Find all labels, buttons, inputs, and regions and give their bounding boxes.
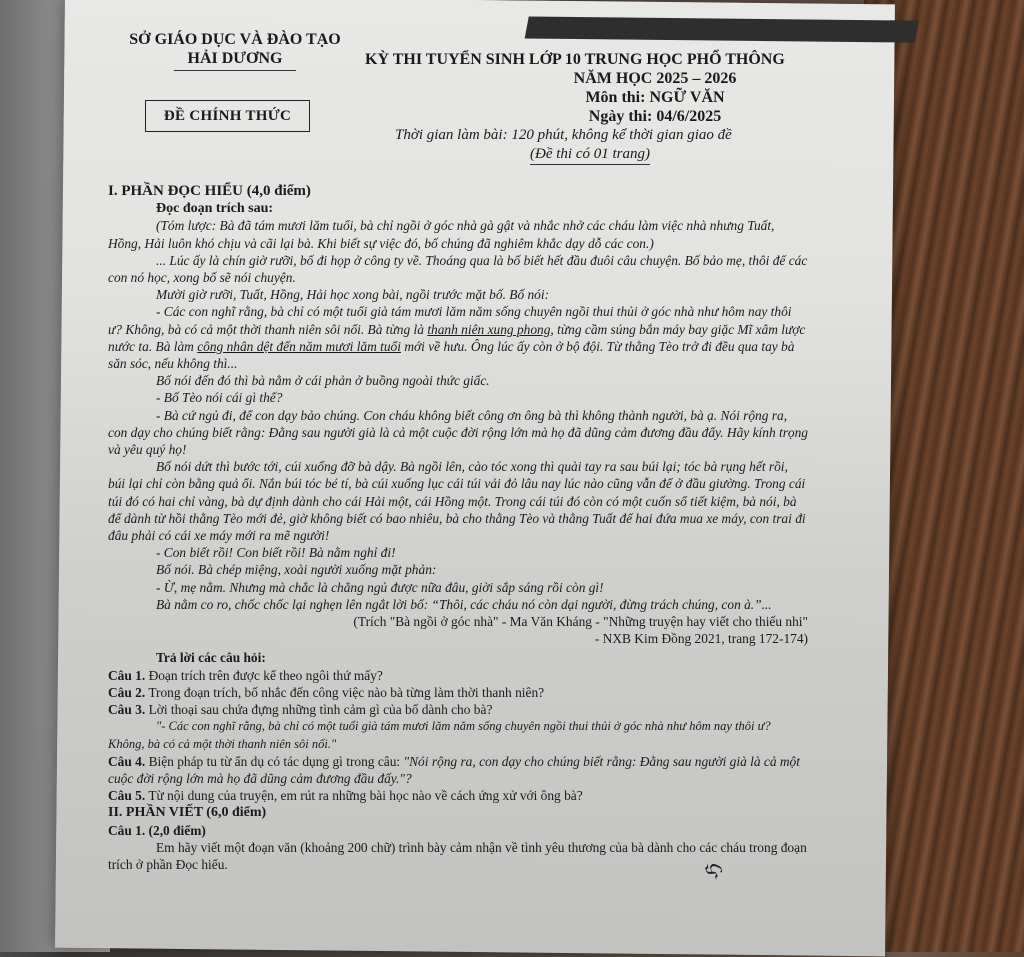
question-4: Câu 4. Biện pháp tu từ ẩn dụ có tác dụng gì trong câu: "Nói rộng ra, con dạy cho chúng biết rằng: Đằng sau người già là cả một cuộc đời rộng lớn mà họ đã dũng cảm đương đầu đấy."?: [108, 753, 800, 786]
paragraph: - Bà cứ ngủ đi, để con dạy bảo chúng. Con cháu không biết công ơn ông bà thì không thành người, bà ạ. Nói rộng ra, con dạy cho chúng biết rằng: Đằng sau người già là cả một cuộc đời rộng lớn mà họ đã dũng cảm đương đầu đấy. Hãy kính trọng và yêu quý họ!: [108, 407, 808, 458]
page-count: (Đề thi có 01 trang): [530, 145, 650, 165]
question-3: Câu 3. Lời thoại sau chứa đựng những tình cảm gì của bố dành cho bà?: [108, 702, 493, 718]
exam-date: Ngày thi: 04/6/2025: [588, 108, 722, 125]
exam-body: [108, 183, 808, 873]
question-2: Câu 2. Trong đoạn trích, bố nhắc đến công việc nào bà từng làm thời thanh niên?: [108, 684, 545, 700]
duration: Thời gian làm bài: 120 phút, không kể thời gian giao đề: [395, 127, 732, 143]
school-year: NĂM HỌC 2025 – 2026: [573, 70, 737, 87]
exam-title: KỲ THI TUYỂN SINH LỚP 10 TRUNG HỌC PHỔ THÔNG: [365, 51, 785, 68]
writing-heading: II. PHẦN VIẾT (6,0 điểm): [108, 805, 267, 821]
source-line-2: - NXB Kim Đồng 2021, trang 172-174): [594, 631, 808, 647]
question-3-quote: "- Các con nghĩ rằng, bà chỉ có một tuổi già tám mươi lăm năm sống chuyên ngồi thui thủi ở góc nhà như hôm nay thôi ư? Không, bà có cả một thời thanh niên sôi nổi.": [108, 719, 771, 751]
exam-info-block: [365, 50, 805, 165]
story-summary: (Tóm lược: Bà đã tám mươi lăm tuổi, bà chỉ ngồi ở góc nhà gà gật và nhắc nhở các cháu làm việc nhà nhưng Tuất, Hồng, Hải luôn khó chịu và cãi lại bà. Khi biết sự việc đó, bố chúng đã nghiêm khắc dạy dỗ các con.): [108, 218, 775, 251]
department-block: [110, 30, 360, 71]
paragraph: Bố nói dứt thì bước tới, cúi xuống đỡ bà dậy. Bà ngồi lên, cào tóc xong thì quài tay ra sau búi lại; tóc bà rụng hết rồi, búi lại chỉ còn bằng quả ổi. Nắn búi tóc bé tí, bà cúi xuống lục cái túi vải đỏ lâu nay lúc nào cũng vẫn để ở đầu giường. Trong cái túi đó có hai chỉ vàng, bà dự định dành cho cái Hải một, cái Hồng một. Trong cái túi đó còn có một cuốn sổ tiết kiệm, bà nói, bà để dành từ hồi thằng Tèo mới đẻ, giờ không biết có bao nhiêu, bà cho thằng Tèo và thằng Tuất để hai đứa mua xe máy, con trai đi đâu phải có cái xe máy mới ra mẽ người!: [108, 459, 806, 544]
writing-question-1: Em hãy viết một đoạn văn (khoảng 200 chữ) trình bày cảm nhận về tình yêu thương của bà dành cho các cháu trong đoạn trích ở phần Đọc hiểu.: [108, 839, 807, 872]
question-1: Câu 1. Đoạn trích trên được kể theo ngôi thứ mấy?: [108, 667, 383, 683]
subject: Môn thi: NGỮ VĂN: [585, 89, 725, 106]
province-name: HẢI DƯƠNG: [174, 49, 297, 71]
answer-heading: Trả lời các câu hỏi:: [156, 650, 266, 666]
paragraph: Bố nói đến đó thì bà nằm ở cái phản ở buồng ngoài thức giấc.: [156, 373, 490, 389]
paragraph: - Con biết rồi! Con biết rồi! Bà nằm nghỉ đi!: [156, 545, 396, 561]
paragraph: - Ừ, mẹ nằm. Nhưng mà chắc là chẳng ngủ được nữa đâu, giời sắp sáng rồi còn gì!: [156, 579, 604, 595]
writing-question-1-label: Câu 1. (2,0 điểm): [108, 822, 206, 838]
paragraph: Bà nằm co ro, chốc chốc lại nghẹn lên ngắt lời bố: “Thôi, các cháu nó còn dại người, đừng trách chúng, con à.”...: [156, 596, 772, 612]
printed-top-bar: [525, 17, 919, 43]
official-exam-box: ĐỀ CHÍNH THỨC: [145, 100, 310, 132]
reading-instruction: Đọc đoạn trích sau:: [156, 201, 274, 217]
department-name: SỞ GIÁO DỤC VÀ ĐÀO TẠO: [129, 31, 341, 48]
paragraph: Mười giờ rưỡi, Tuất, Hồng, Hải học xong bài, ngồi trước mặt bố. Bố nói:: [156, 287, 550, 303]
reading-heading: I. PHẦN ĐỌC HIỂU (4,0 điểm): [108, 183, 311, 199]
question-5: Câu 5. Từ nội dung của truyện, em rút ra những bài học nào về cách ứng xử với ông bà?: [108, 788, 583, 804]
handwritten-signature-icon: ℌ: [698, 858, 727, 882]
paragraph: - Bố Tèo nói cái gì thế?: [156, 390, 283, 406]
source-line-1: (Trích "Bà ngồi ở góc nhà" - Ma Văn Kháng - "Những truyện hay viết cho thiếu nhi": [353, 614, 808, 630]
paragraph: - Các con nghĩ rằng, bà chỉ có một tuổi già tám mươi lăm năm sống chuyên ngồi thui thủi ở góc nhà như hôm nay thôi ư? Không, bà có cả một thời thanh niên sôi nổi. Bà từng là thanh niên xung phong, từng cầm súng bắn máy bay giặc Mĩ xâm lược nước ta. Bà làm công nhân dệt đến năm mươi lăm tuổi mới về hưu. Ông lúc ấy còn ở bộ đội. Từ thằng Tèo trở đi đều qua tay bà săn sóc, nếu không thì...: [108, 304, 806, 372]
paragraph: ... Lúc ấy là chín giờ rưỡi, bố đi họp ở công ty về. Thoáng qua là bố biết hết đầu đuôi câu chuyện. Bố bảo mẹ, thôi để các con nó học, xong bố sẽ nói chuyện.: [108, 252, 808, 286]
paragraph: Bố nói. Bà chép miệng, xoài người xuống mặt phản:: [156, 562, 437, 578]
